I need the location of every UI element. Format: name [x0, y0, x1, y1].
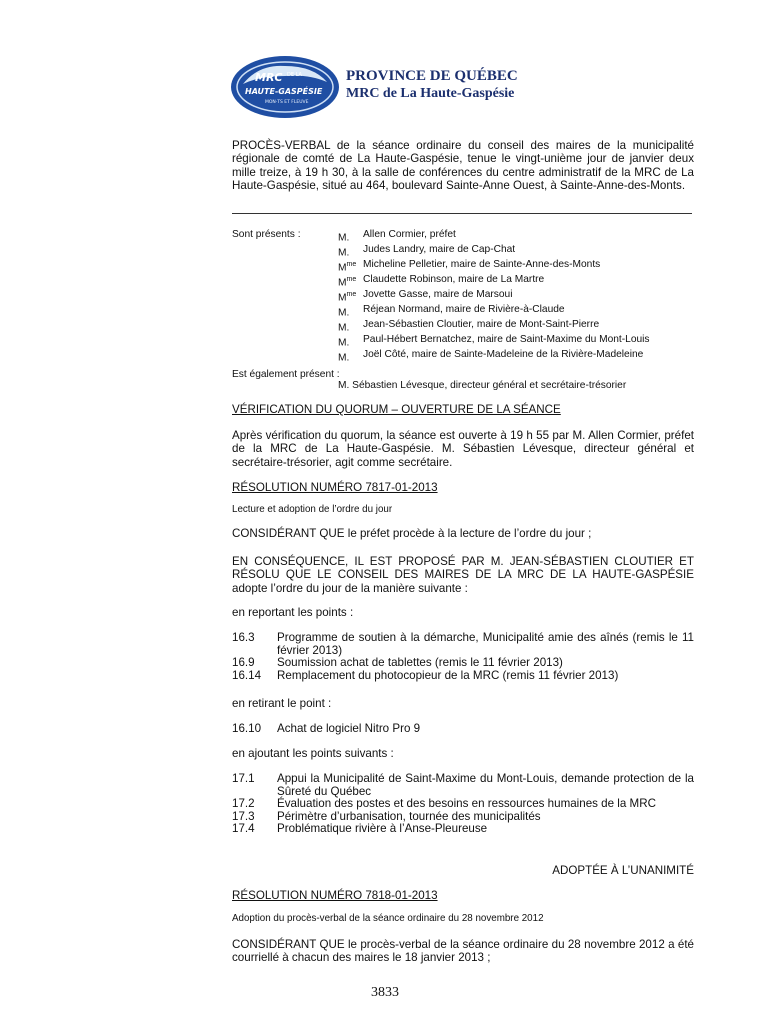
presents-list: [338, 229, 696, 364]
list-item: 16.3 Programme de soutien à la démarche, Municipalité amie des aînés (remis le 11 février 2013): [232, 631, 694, 657]
list-item: 17.4 Problématique rivière à l’Anse-Pleureuse: [232, 822, 488, 836]
present-member: M. Jean-Sébastien Cloutier, maire de Mont-Saint-Pierre: [338, 318, 600, 334]
list-item: 16.14 Remplacement du photocopieur de la MRC (remis 11 février 2013): [232, 668, 619, 682]
present-member: M. Paul-Hébert Bernatchez, maire de Saint-Maxime du Mont-Louis: [338, 333, 650, 349]
adding-label: en ajoutant les points suivants :: [232, 747, 394, 760]
present-member: M. Réjean Normand, maire de Rivière-à-Claude: [338, 303, 565, 319]
list-item: 16.10 Achat de logiciel Nitro Pro 9: [232, 722, 421, 735]
also-present-label: Est également présent :: [232, 369, 340, 380]
page-number: 3833: [371, 985, 399, 1000]
reporting-list: [232, 632, 694, 682]
logo-dela: DE LA: [287, 72, 302, 78]
quorum-text: Après vérification du quorum, la séance est ouverte à 19 h 55 par M. Allen Cormier, préfet de la MRC de La Haute-Gaspésie. M. Sébastien Lévesque, directeur général et secrétaire-trésorier, agit comme secrétaire.: [232, 429, 694, 469]
quorum-title: VÉRIFICATION DU QUORUM – OUVERTURE DE LA SÉANCE: [232, 403, 561, 416]
present-member: $M^{me}$ Jovette Gasse, maire de Marsoui: [338, 288, 513, 304]
separator-rule: [232, 213, 692, 214]
presents-label: Sont présents :: [232, 229, 301, 240]
mrc-heading: MRC de La Haute-Gaspésie: [346, 86, 515, 101]
list-item: 17.3 Périmètre d’urbanisation, tournée des municipalités: [232, 809, 541, 823]
also-present-name: M. Sébastien Lévesque, directeur général et secrétaire-trésorier: [338, 380, 627, 391]
present-member: $M^{me}$ Claudette Robinson, maire de La Martre: [338, 273, 545, 289]
list-item: 17.2 Évaluation des postes et des besoins en ressources humaines de la MRC: [232, 797, 656, 811]
province-heading: PROVINCE DE QUÉBEC: [346, 68, 518, 84]
res1-title: RÉSOLUTION NUMÉRO 7817-01-2013: [232, 481, 438, 494]
present-member: M. Judes Landry, maire de Cap-Chat: [338, 243, 516, 259]
adding-list: [232, 773, 694, 836]
logo-main: HAUTE-GASPÉSIE: [245, 87, 323, 96]
intro-paragraph: PROCÈS-VERBAL de la séance ordinaire du conseil des maires de la municipalité régionale de comté de La Haute-Gaspésie, tenue le vingt-unième jour de janvier deux mille treize, à 19 h 30, à la salle de conférences du centre administratif de la MRC de La Haute-Gaspésie, situé au 464, boulevard Sainte-Anne Ouest, à Sainte-Anne-des-Monts.: [232, 139, 694, 193]
res2-title: RÉSOLUTION NUMÉRO 7818-01-2013: [232, 889, 438, 902]
logo-mrc: MRC: [255, 71, 283, 84]
mrc-logo: [229, 54, 341, 120]
present-member: M. Joël Côté, maire de Sainte-Madeleine de la Rivière-Madeleine: [338, 348, 644, 364]
res1-proposal: EN CONSÉQUENCE, IL EST PROPOSÉ PAR M. JEAN-SÉBASTIEN CLOUTIER ET RÉSOLU QUE LE CONSEIL DES MAIRES DE LA MRC DE LA HAUTE-GASPÉSIE adopte l’ordre du jour de la manière suivante :: [232, 555, 694, 595]
reporting-label: en reportant les points :: [232, 606, 354, 619]
res1-subject: Lecture et adoption de l’ordre du jour: [232, 504, 393, 515]
list-item: 17.1 Appui la Municipalité de Saint-Maxime du Mont-Louis, demande protection de la Sûreté du Québec: [232, 772, 694, 798]
list-item: 16.9 Soumission achat de tablettes (remis le 11 février 2013): [232, 656, 563, 670]
removing-label: en retirant le point :: [232, 697, 332, 710]
present-member: M. Allen Cormier, préfet: [338, 229, 456, 244]
logo-sub: MON·TS ET FLEUVE: [265, 100, 309, 105]
res2-considerant: CONSIDÉRANT QUE le procès-verbal de la séance ordinaire du 28 novembre 2012 a été courriellé à chacun des maires le 18 janvier 2013 ;: [232, 938, 694, 965]
res2-subject: Adoption du procès-verbal de la séance ordinaire du 28 novembre 2012: [232, 913, 544, 924]
res1-considerant: CONSIDÉRANT QUE le préfet procède à la lecture de l’ordre du jour ;: [232, 527, 592, 540]
removing-list: [232, 723, 694, 736]
present-member: $M^{me}$ Micheline Pelletier, maire de Sainte-Anne-des-Monts: [338, 258, 601, 274]
adopted-statement: ADOPTÉE À L’UNANIMITÉ: [552, 864, 694, 877]
